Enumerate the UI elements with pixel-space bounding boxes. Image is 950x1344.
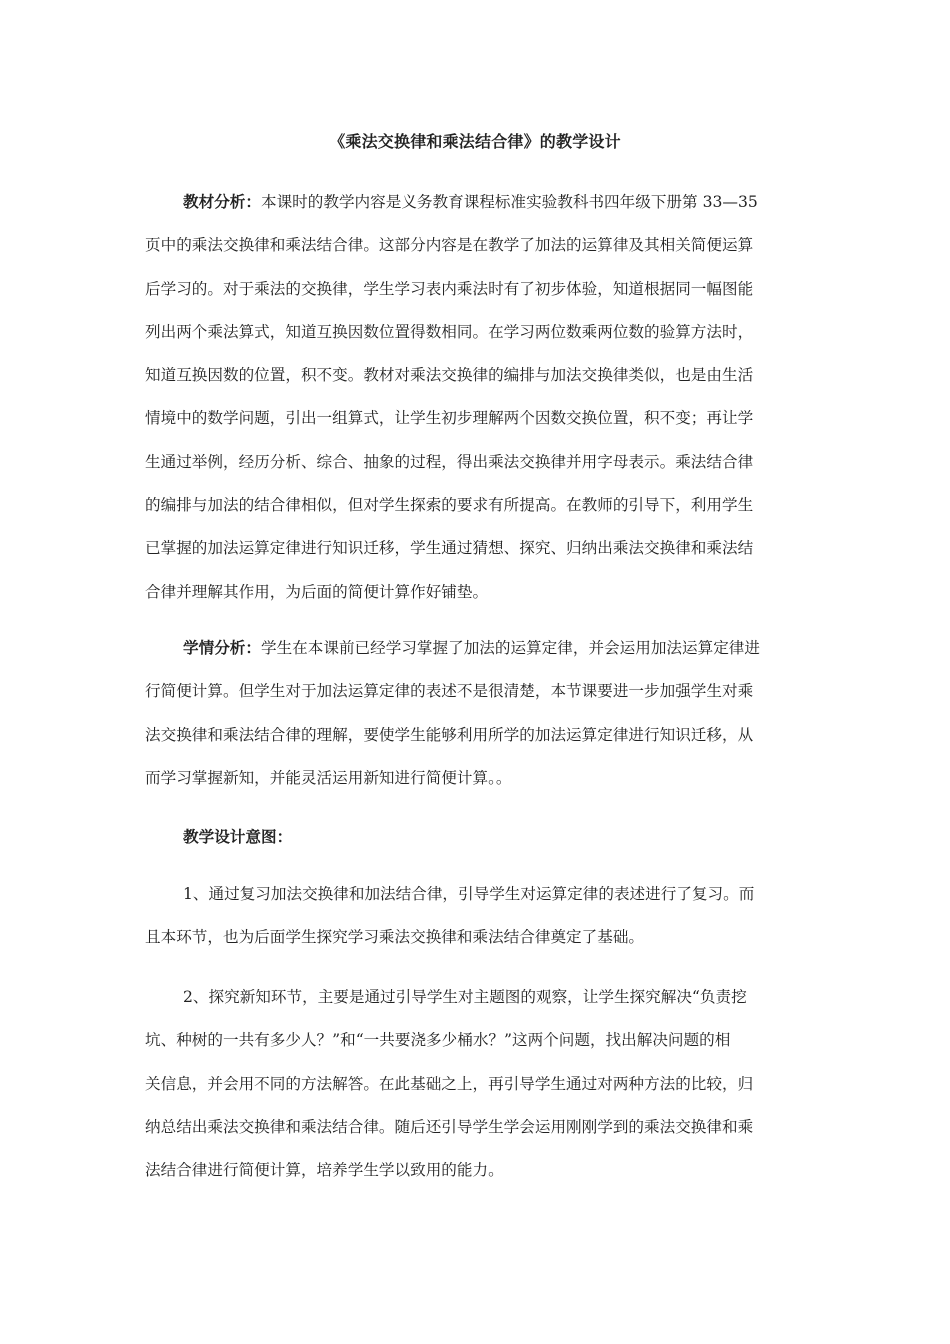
design-intent-point-line: 关信息，并会用不同的方法解答。在此基础之上，再引导学生通过对两种方法的比较，归 bbox=[145, 1074, 754, 1093]
student-analysis-label: 学情分析： bbox=[183, 638, 261, 657]
material-analysis-section bbox=[145, 180, 805, 614]
material-analysis-line: 的编排与加法的结合律相似，但对学生探索的要求有所提高。在教师的引导下，利用学生 bbox=[145, 496, 754, 515]
design-intent-point-line: 且本环节，也为后面学生探究学习乘法交换律和乘法结合律奠定了基础。 bbox=[145, 928, 645, 947]
material-analysis-line: 情境中的数学问题，引出一组算式，让学生初步理解两个因数交换位置，积不变；再让学 bbox=[145, 409, 754, 428]
material-analysis-label: 教材分析： bbox=[183, 192, 261, 211]
material-analysis-line: 知道互换因数的位置，积不变。教材对乘法交换律的编排与加法交换律类似，也是由生活 bbox=[145, 366, 754, 385]
student-analysis-line bbox=[145, 626, 805, 670]
material-analysis-line: 页中的乘法交换律和乘法结合律。这部分内容是在教学了加法的运算律及其相关简便运算 bbox=[145, 236, 754, 255]
student-analysis-line: 而学习掌握新知，并能灵活运用新知进行简便计算。。 bbox=[145, 768, 512, 787]
design-intent-point-line: 2、探究新知环节，主要是通过引导学生对主题图的观察，让学生探究解决“负责挖 bbox=[183, 988, 747, 1006]
material-analysis-line: 合律并理解其作用，为后面的简便计算作好铺垫。 bbox=[145, 582, 489, 601]
design-intent-point-line: 1、通过复习加法交换律和加法结合律，引导学生对运算定律的表述进行了复习。而 bbox=[183, 885, 755, 903]
design-intent-point-line: 法结合律进行简便计算，培养学生学以致用的能力。 bbox=[145, 1161, 504, 1180]
design-intent-heading: 教学设计意图： bbox=[183, 827, 293, 846]
design-intent-point-2 bbox=[145, 976, 805, 1192]
student-analysis-section bbox=[145, 626, 805, 800]
material-analysis-line: 生通过举例，经历分析、综合、抽象的过程，得出乘法交换律并用字母表示。乘法结合律 bbox=[145, 452, 754, 471]
design-intent-point-1 bbox=[145, 873, 805, 960]
design-intent-point-line: 纳总结出乘法交换律和乘法结合律。随后还引导学生学会运用刚刚学到的乘法交换律和乘 bbox=[145, 1117, 754, 1136]
student-analysis-line: 法交换律和乘法结合律的理解，要使学生能够利用所学的加法运算定律进行知识迁移，从 bbox=[145, 725, 754, 744]
material-analysis-line: 后学习的。对于乘法的交换律，学生学习表内乘法时有了初步体验，知道根据同一幅图能 bbox=[145, 279, 754, 298]
material-analysis-line: 列出两个乘法算式，知道互换因数位置得数相同。在学习两位数乘两位数的验算方法时， bbox=[145, 322, 754, 341]
student-analysis-line: 行简便计算。但学生对于加法运算定律的表述不是很清楚，本节课要进一步加强学生对乘 bbox=[145, 682, 754, 701]
material-analysis-line: 已掌握的加法运算定律进行知识迁移，学生通过猜想、探究、归纳出乘法交换律和乘法结 bbox=[145, 539, 754, 558]
material-analysis-text: 本课时的教学内容是义务教育课程标准实验教科书四年级下册第 33—35 bbox=[260, 193, 758, 211]
document-title: 《乘法交换律和乘法结合律》的教学设计 bbox=[329, 132, 621, 151]
material-analysis-line bbox=[145, 180, 805, 224]
design-intent-point-line: 坑、种树的一共有多少人？”和“一共要浇多少桶水？”这两个问题，找出解决问题的相 bbox=[145, 1031, 731, 1050]
design-intent-section bbox=[145, 815, 805, 858]
student-analysis-text: 学生在本课前已经学习掌握了加法的运算定律，并会运用加法运算定律进 bbox=[260, 639, 760, 657]
